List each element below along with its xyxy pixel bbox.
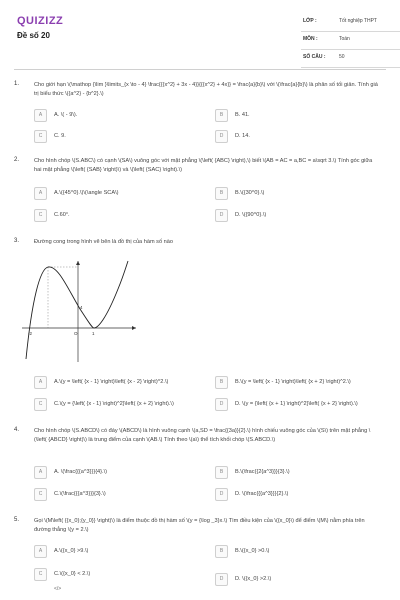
- option-3d[interactable]: [215, 398, 387, 411]
- meta-row-count: [301, 50, 400, 68]
- option-text: B. 41.: [235, 112, 250, 118]
- option-text: D. \({90^0}.\): [235, 212, 267, 218]
- option-text: D. \({x_0} >2.\): [235, 576, 272, 582]
- exam-title: Đề số 20: [17, 31, 50, 40]
- option-letter: A: [34, 545, 47, 558]
- exam-meta: [301, 14, 400, 68]
- y-axis-arrow: [76, 261, 80, 265]
- option-text: C.60°.: [54, 212, 70, 218]
- code-tag-fragment: </>: [54, 586, 62, 592]
- option-1d[interactable]: [215, 130, 387, 143]
- option-text: D. 14.: [235, 133, 250, 139]
- header: [14, 12, 386, 68]
- meta-value: Toán: [339, 36, 350, 42]
- option-letter: B: [215, 376, 228, 389]
- option-letter: C: [34, 130, 47, 143]
- option-1b[interactable]: [215, 109, 387, 122]
- option-letter: B: [215, 466, 228, 479]
- option-text: A.\(y = \left( {x - 1} \right)\left( {x - 2} \right)^2.\): [54, 379, 169, 385]
- option-letter: C: [34, 488, 47, 501]
- meta-value: 50: [339, 54, 345, 60]
- question-text: Cho hình chóp \(S.ABC\) có cạnh \(SA\) vuông góc với mặt phẳng \(\left( {ABC} \right),\) biết \(AB = AC = a,BC = a\sqrt 3.\) Tính góc giữa hai mặt phẳng \(\left( {SAB} \right)\) và \(\left( {SAC} \right).\): [34, 158, 373, 173]
- option-text: A. \(\frac{{{a^3}}}{4}.\): [54, 469, 108, 475]
- option-letter: A: [34, 109, 47, 122]
- function-graph: [18, 259, 138, 364]
- option-1a[interactable]: [34, 109, 206, 122]
- option-text: B.\(y = \left( {x - 1} \right)\left( {x + 2} \right)^2.\): [235, 379, 351, 385]
- option-letter: A: [34, 466, 47, 479]
- question-text: Cho hình chóp \(S.ABCD\) có đáy \(ABCD\) là hình vuông cạnh \(a,SD = \frac{{3a}}{2}.\) hình chiếu vuông góc của \(S\) trên mặt phẳng \(\left( {ABCD} \right)\) là trung điểm của cạnh \(AB.\) Tính theo \(a\) thể tích khối chóp \(S.ABCD.\): [34, 428, 371, 443]
- option-4b[interactable]: [215, 466, 387, 479]
- option-letter: D: [215, 488, 228, 501]
- option-text: A. \( - 9\).: [54, 112, 78, 118]
- option-2c[interactable]: [34, 209, 206, 222]
- option-letter: D: [215, 573, 228, 586]
- meta-row-class: [301, 14, 400, 32]
- option-text: A.\({45^0}.\)\(\angle SCA\): [54, 190, 119, 196]
- option-2b[interactable]: [215, 187, 387, 200]
- question-number: 1.: [14, 81, 20, 87]
- meta-label: SỐ CÂU :: [303, 54, 326, 60]
- option-text: A.\({x_0} >9.\): [54, 548, 89, 554]
- origin-label: O: [74, 331, 78, 336]
- question-text: Gọi \(M\left( {{x_0};{y_0}} \right)\) là điểm thuộc đồ thị hàm số \(y = {\log _3}x.\) Tìm điều kiện của \({x_0}\) để điểm \(M\) nằm phía trên đường thẳng \(y = 2.\): [34, 518, 365, 533]
- option-letter: D: [215, 130, 228, 143]
- option-text: B.\({30^0}.\): [235, 190, 265, 196]
- option-text: C.\(\frac{{{a^3}}}{3}.\): [54, 491, 106, 497]
- option-text: C.\(y = {\left( {x - 1} \right)^2}\left( {x + 2} \right).\): [54, 401, 174, 407]
- quizizz-logo: QUIZIZZ: [17, 15, 64, 27]
- question-number: 3.: [14, 238, 20, 244]
- option-5b[interactable]: [215, 545, 387, 558]
- meta-label: LỚP :: [303, 18, 317, 24]
- meta-value: Tốt nghiệp THPT: [339, 18, 377, 24]
- option-letter: C: [34, 568, 47, 581]
- x-axis-arrow: [132, 326, 136, 330]
- option-2a[interactable]: [34, 187, 206, 200]
- option-letter: D: [215, 209, 228, 222]
- option-text: C.\({x_0} < 2.\): [54, 571, 91, 577]
- option-5d[interactable]: [215, 573, 387, 586]
- option-3a[interactable]: [34, 376, 206, 389]
- question-number: 5.: [14, 517, 20, 523]
- option-1c[interactable]: [34, 130, 206, 143]
- option-4d[interactable]: [215, 488, 387, 501]
- option-text: D. \(\frac{{{a^3}}}{2}.\): [235, 491, 289, 497]
- tick-label-minus2: -2: [28, 331, 33, 336]
- option-letter: D: [215, 398, 228, 411]
- option-4c[interactable]: [34, 488, 206, 501]
- option-text: B.\({x_0} >0.\): [235, 548, 270, 554]
- option-letter: B: [215, 187, 228, 200]
- option-letter: A: [34, 376, 47, 389]
- option-2d[interactable]: [215, 209, 387, 222]
- cubic-curve: [26, 261, 128, 359]
- tick-label-4: 4: [80, 305, 83, 310]
- option-text: B.\(\frac{{2{a^3}}}{3}.\): [235, 469, 290, 475]
- option-letter: B: [215, 545, 228, 558]
- question-number: 2.: [14, 157, 20, 163]
- question-number: 4.: [14, 427, 20, 433]
- option-text: D. \(y = {\left( {x + 1} \right)^2}\left( {x + 2} \right).\): [235, 401, 358, 407]
- option-text: C. 9.: [54, 133, 66, 139]
- option-3b[interactable]: [215, 376, 387, 389]
- header-divider: [14, 69, 386, 70]
- option-letter: C: [34, 398, 47, 411]
- option-5c[interactable]: [34, 568, 206, 581]
- meta-label: MÔN :: [303, 36, 318, 42]
- question-text: Đường cong trong hình vẽ bên là đồ thị của hàm số nào: [34, 239, 173, 245]
- option-5a[interactable]: [34, 545, 206, 558]
- meta-row-subject: [301, 32, 400, 50]
- option-letter: B: [215, 109, 228, 122]
- option-letter: A: [34, 187, 47, 200]
- tick-label-1: 1: [92, 331, 95, 336]
- option-letter: C: [34, 209, 47, 222]
- question-text: Cho giới hạn \(\mathop {\lim }\limits_{x \to - 4} \frac{{{x^2} + 3x - 4}}{{{x^2} + 4x}} = \frac{a}{b}\) với \(\frac{a}{b}\) là phân số tối giản. Tính giá trị biểu thức \({a^2} - {b^2}.\): [34, 82, 378, 97]
- option-3c[interactable]: [34, 398, 206, 411]
- option-4a[interactable]: [34, 466, 206, 479]
